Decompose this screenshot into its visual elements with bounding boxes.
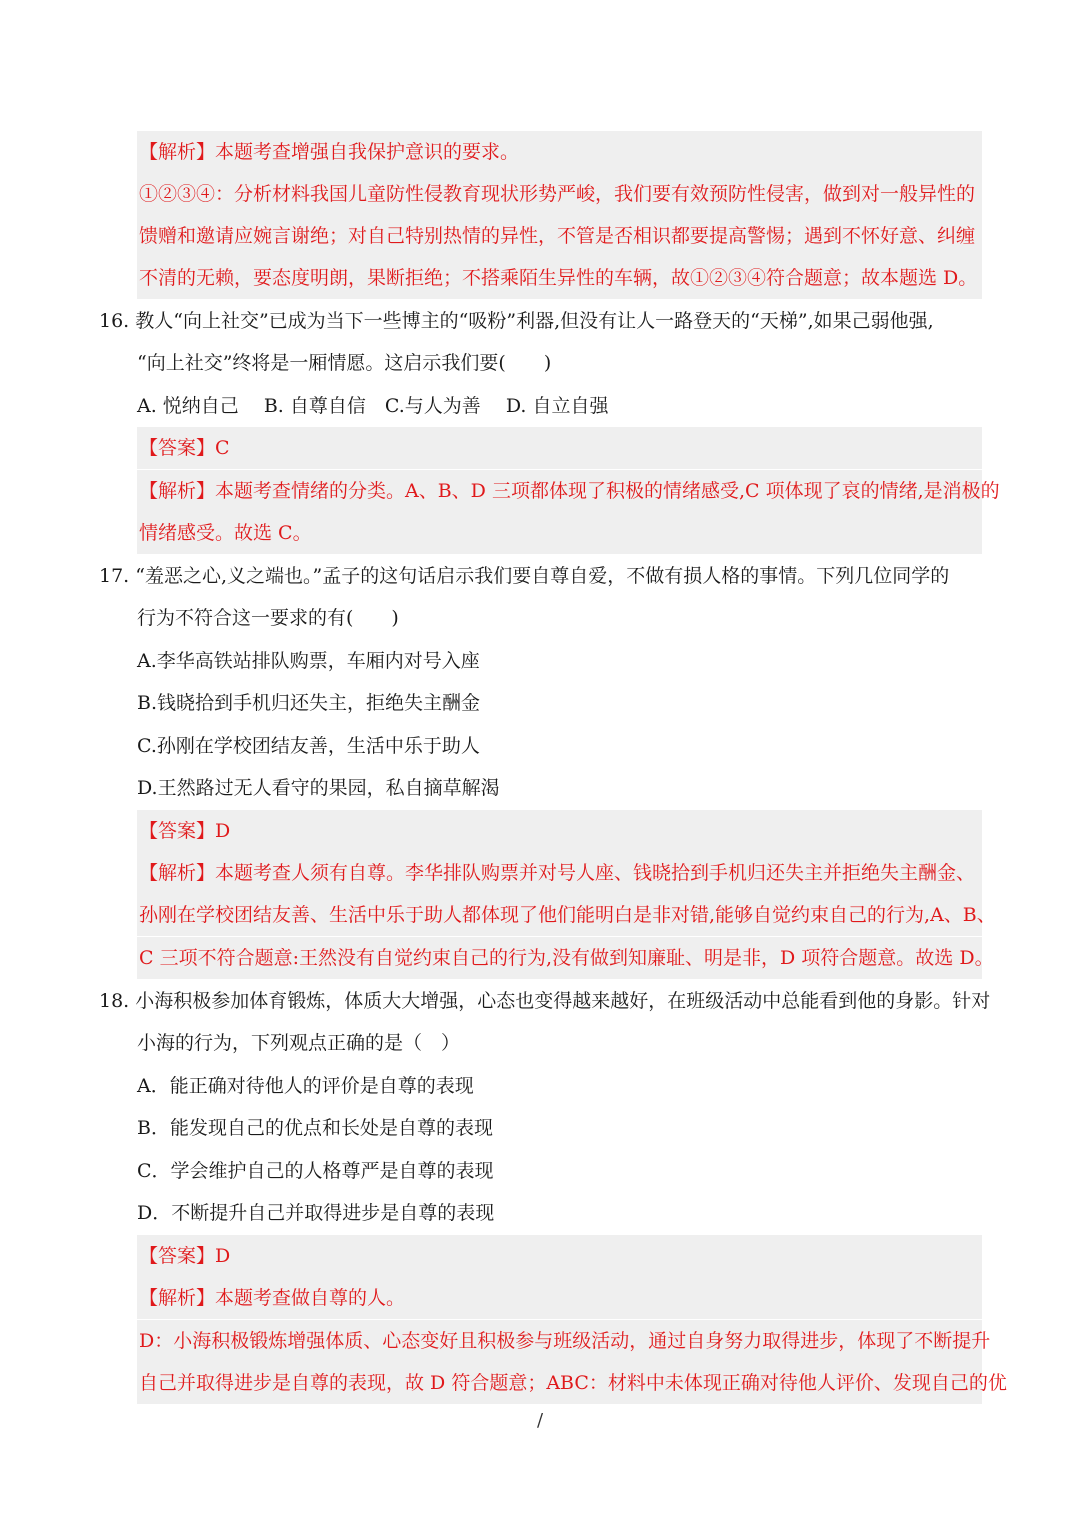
answer-line: 【答案】D <box>137 1235 982 1277</box>
analysis-line: D：小海积极锻炼增强体质、心态变好且积极参与班级活动，通过自身努力取得进步，体现了不断提升 <box>137 1320 982 1362</box>
answer-line: 【答案】C <box>137 427 982 469</box>
answer-line: 【答案】D <box>137 810 982 852</box>
question-17-option-d: D.王然路过无人看守的果园，私自摘草解渴 <box>137 777 500 799</box>
analysis-line: 【解析】本题考查做自尊的人。 <box>137 1277 982 1319</box>
analysis-line: 【解析】本题考查增强自我保护意识的要求。 <box>137 131 982 173</box>
question-18-stem-cont: 小海的行为，下列观点正确的是（ ） <box>137 1032 461 1054</box>
analysis-line: C 三项不符合题意:王然没有自觉约束自己的行为,没有做到知廉耻、明是非，D 项符合题意。故选 D。 <box>137 937 982 979</box>
question-18-option-a: A．能正确对待他人的评价是自尊的表现 <box>137 1075 474 1097</box>
analysis-line: 自己并取得进步是自尊的表现，故 D 符合题意；ABC：材料中未体现正确对待他人评价、发现自己的优 <box>137 1362 982 1404</box>
analysis-line: 馈赠和邀请应婉言谢绝；对自己特别热情的异性，不管是否相识都要提高警惕；遇到不怀好意、纠缠 <box>137 215 982 257</box>
page-footer: / <box>536 1410 544 1431</box>
question-16-stem: 16. 教人“向上社交”已成为当下一些博主的“吸粉”利器,但没有让人一路登天的“天梯”,如果己弱他强, <box>99 310 934 332</box>
question-18-option-c: C．学会维护自己的人格尊严是自尊的表现 <box>137 1160 494 1182</box>
analysis-line: ①②③④：分析材料我国儿童防性侵教育现状形势严峻，我们要有效预防性侵害，做到对一般异性的 <box>137 173 982 215</box>
question-17-stem: 17. “羞恶之心,义之端也。”孟子的这句话启示我们要自尊自爱，不做有损人格的事情。下列几位同学的 <box>99 565 950 587</box>
question-17-stem-cont: 行为不符合这一要求的有( ) <box>137 607 399 629</box>
question-16-stem-cont: “向上社交”终将是一厢情愿。这启示我们要( ) <box>137 352 552 374</box>
analysis-line: 孙刚在学校团结友善、生活中乐于助人都体现了他们能明白是非对错,能够自觉约束自己的行为,A、B、 <box>137 894 982 936</box>
question-18-stem: 18. 小海积极参加体育锻炼，体质大大增强，心态也变得越来越好，在班级活动中总能看到他的身影。针对 <box>99 990 991 1012</box>
question-17-option-a: A.李华高铁站排队购票，车厢内对号入座 <box>137 650 480 672</box>
question-18-option-b: B．能发现自己的优点和长处是自尊的表现 <box>137 1117 493 1139</box>
analysis-line: 不清的无赖，要态度明朗，果断拒绝；不搭乘陌生异性的车辆，故①②③④符合题意；故本题选 D。 <box>137 257 982 299</box>
question-17-option-c: C.孙刚在学校团结友善，生活中乐于助人 <box>137 735 480 757</box>
question-16-options: A. 悦纳自己 B. 自尊自信 C.与人为善 D. 自立自强 <box>137 395 609 417</box>
question-18-option-d: D．不断提升自己并取得进步是自尊的表现 <box>137 1202 495 1224</box>
analysis-line: 【解析】本题考查人须有自尊。李华排队购票并对号人座、钱晓拾到手机归还失主并拒绝失主酬金、 <box>137 852 982 894</box>
question-17-option-b: B.钱晓拾到手机归还失主，拒绝失主酬金 <box>137 692 481 714</box>
analysis-line: 【解析】本题考查情绪的分类。A、B、D 三项都体现了积极的情绪感受,C 项体现了哀的情绪,是消极的 <box>137 470 982 512</box>
analysis-line: 情绪感受。故选 C。 <box>137 512 982 554</box>
